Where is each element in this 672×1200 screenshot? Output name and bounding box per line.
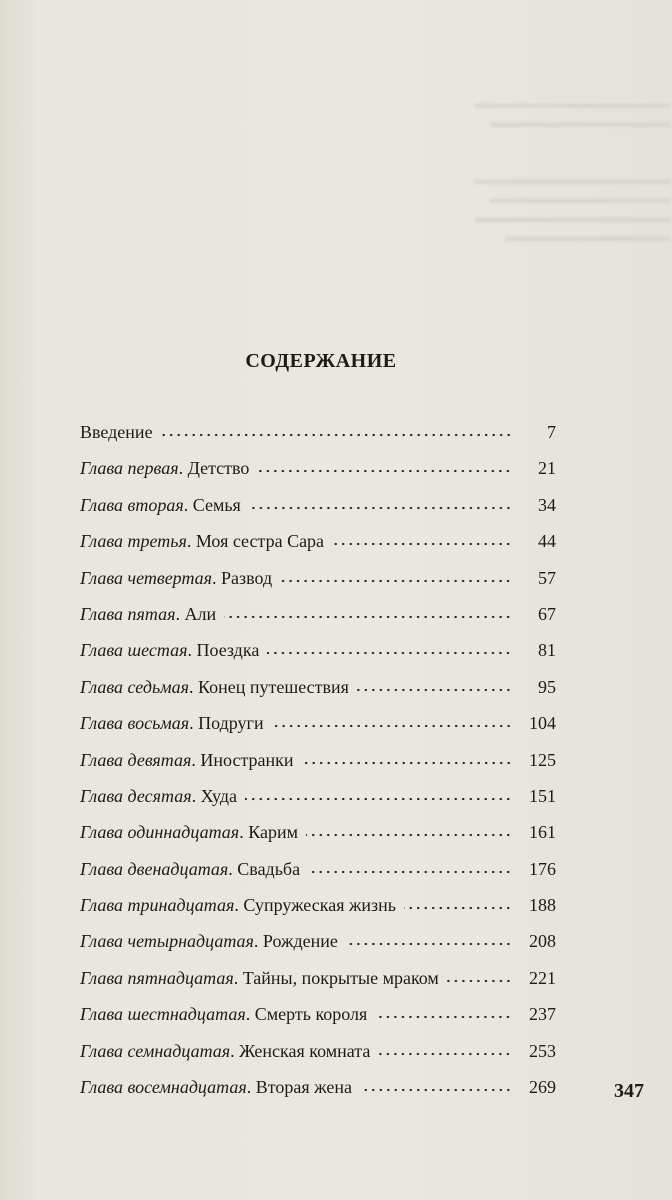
chapter-number: Глава одиннадцатая xyxy=(80,822,240,843)
chapter-title: Подруги xyxy=(198,713,264,734)
show-through-text: ▬▬▬▬▬▬▬▬▬▬▬▬▬ ▬▬▬▬▬▬▬▬▬▬▬▬ ▬▬▬▬▬▬▬▬▬▬▬▬▬ ▬▬▬▬▬▬▬▬▬▬▬▬ ▬▬▬▬▬▬▬▬▬▬▬▬▬ ▬▬▬▬▬▬▬▬▬▬▬ xyxy=(475,96,670,245)
dot-leader xyxy=(346,942,512,946)
toc-entry xyxy=(80,530,556,566)
chapter-title: Рождение xyxy=(262,931,338,952)
toc-entry-label: Глава шестая. Поездка xyxy=(80,640,260,661)
dot-leader xyxy=(272,724,512,728)
toc-entry-label: Глава четвертая. Развод xyxy=(80,567,273,588)
toc-entry xyxy=(80,967,556,1003)
chapter-number: Глава девятая xyxy=(80,749,192,770)
toc-page-number: 21 xyxy=(538,458,556,479)
toc-entry xyxy=(80,858,556,894)
dot-leader xyxy=(332,542,512,546)
chapter-title: Смерть короля xyxy=(254,1004,368,1025)
toc-entry-label: Глава четырнадцатая. Рождение xyxy=(80,931,338,952)
chapter-title: Худа xyxy=(200,785,237,806)
chapter-number: Глава седьмая xyxy=(80,676,189,697)
toc-entry xyxy=(80,639,556,675)
chapter-title: Вторая жена xyxy=(255,1077,352,1098)
toc-page-number: 57 xyxy=(538,567,556,588)
chapter-title: Детство xyxy=(187,458,250,479)
toc-page-number: 44 xyxy=(538,531,556,552)
toc-entry-label: Глава десятая. Худа xyxy=(80,785,237,806)
dot-leader xyxy=(360,1088,512,1092)
toc-entry xyxy=(80,603,556,639)
toc-page-number: 151 xyxy=(529,785,556,806)
chapter-number: Глава третья xyxy=(80,531,187,552)
table-of-contents xyxy=(80,421,556,1112)
toc-page-number: 237 xyxy=(529,1004,556,1025)
page-number: 347 xyxy=(614,1080,644,1102)
toc-page-number: 95 xyxy=(538,676,556,697)
chapter-number: Глава четырнадцатая xyxy=(80,931,254,952)
toc-page-number: 253 xyxy=(529,1040,556,1061)
toc-entry-label: Глава пятая. Али xyxy=(80,603,217,624)
chapter-title: Моя сестра Сара xyxy=(195,531,325,552)
chapter-title: Введение xyxy=(80,422,153,442)
toc-entry xyxy=(80,1003,556,1039)
toc-entry-label: Глава седьмая. Конец путешествия xyxy=(80,676,349,697)
toc-page-number: 188 xyxy=(529,895,556,916)
toc-page-number: 269 xyxy=(529,1077,556,1098)
chapter-title: Тайны, покрытые мраком xyxy=(242,967,439,988)
toc-page-number: 34 xyxy=(538,494,556,515)
toc-entry-label: Глава девятая. Иностранки xyxy=(80,749,294,770)
chapter-number: Глава пятнадцатая xyxy=(80,967,234,988)
dot-leader xyxy=(161,433,512,437)
chapter-number: Глава восьмая xyxy=(80,713,190,734)
chapter-number: Глава восемнадцатая xyxy=(80,1077,247,1098)
dot-leader xyxy=(267,651,512,655)
dot-leader xyxy=(357,688,512,692)
toc-entry-label: Глава третья. Моя сестра Сара xyxy=(80,531,325,552)
toc-entry xyxy=(80,421,556,457)
toc-page-number: 67 xyxy=(538,603,556,624)
toc-entry xyxy=(80,457,556,493)
toc-entry xyxy=(80,676,556,712)
dot-leader xyxy=(447,979,512,983)
toc-entry xyxy=(80,712,556,748)
toc-page-number: 161 xyxy=(529,822,556,843)
chapter-number: Глава первая xyxy=(80,458,179,479)
dot-leader xyxy=(308,870,512,874)
chapter-title: Развод xyxy=(221,567,273,588)
dot-leader xyxy=(224,615,512,619)
chapter-number: Глава десятая xyxy=(80,785,192,806)
chapter-title: Поездка xyxy=(196,640,260,661)
chapter-title: Али xyxy=(184,603,217,624)
dot-leader xyxy=(257,469,512,473)
chapter-title: Карим xyxy=(248,822,298,843)
chapter-title: Женская комната xyxy=(239,1040,371,1061)
toc-entry xyxy=(80,567,556,603)
toc-entry-label xyxy=(80,421,153,443)
toc-page-number: 176 xyxy=(529,858,556,879)
chapter-number: Глава тринадцатая xyxy=(80,895,235,916)
dot-leader xyxy=(404,906,512,910)
chapter-title: Иностранки xyxy=(200,749,294,770)
chapter-number: Глава двенадцатая xyxy=(80,858,229,879)
toc-entry-label: Глава вторая. Семья xyxy=(80,494,241,515)
toc-entry-label: Глава первая. Детство xyxy=(80,458,250,479)
chapter-title: Семья xyxy=(192,494,241,515)
dot-leader xyxy=(378,1052,512,1056)
contents-heading: СОДЕРЖАНИЕ xyxy=(245,350,397,372)
chapter-title: Супружеская жизнь xyxy=(243,895,396,916)
dot-leader xyxy=(375,1015,512,1019)
toc-entry xyxy=(80,930,556,966)
chapter-number: Глава семнадцатая xyxy=(80,1040,231,1061)
toc-entry-label: Глава восемнадцатая. Вторая жена xyxy=(80,1077,352,1098)
dot-leader xyxy=(249,506,512,510)
toc-entry-label: Глава одиннадцатая. Карим xyxy=(80,822,298,843)
toc-entry xyxy=(80,894,556,930)
dot-leader xyxy=(306,833,512,837)
toc-entry xyxy=(80,1076,556,1112)
chapter-title: Конец путешествия xyxy=(197,676,349,697)
toc-page-number: 7 xyxy=(547,422,556,442)
chapter-title: Свадьба xyxy=(237,858,301,879)
toc-entry-label: Глава семнадцатая. Женская комната xyxy=(80,1040,371,1061)
toc-page-number: 221 xyxy=(529,967,556,988)
toc-entry-label: Глава двенадцатая. Свадьба xyxy=(80,858,301,879)
chapter-number: Глава шестая xyxy=(80,640,188,661)
toc-entry-label: Глава шестнадцатая. Смерть короля xyxy=(80,1004,368,1025)
toc-entry xyxy=(80,785,556,821)
toc-entry xyxy=(80,821,556,857)
toc-page-number: 208 xyxy=(529,931,556,952)
chapter-number: Глава четвертая xyxy=(80,567,213,588)
toc-entry xyxy=(80,494,556,530)
dot-leader xyxy=(302,761,512,765)
toc-page-number: 125 xyxy=(529,749,556,770)
chapter-number: Глава пятая xyxy=(80,603,176,624)
chapter-number: Глава шестнадцатая xyxy=(80,1004,246,1025)
toc-page-number: 104 xyxy=(529,713,556,734)
toc-entry-label: Глава тринадцатая. Супружеская жизнь xyxy=(80,895,396,916)
toc-entry xyxy=(80,749,556,785)
chapter-number: Глава вторая xyxy=(80,494,184,515)
dot-leader xyxy=(280,579,512,583)
toc-entry-label: Глава восьмая. Подруги xyxy=(80,713,264,734)
toc-entry-label: Глава пятнадцатая. Тайны, покрытые мраком xyxy=(80,967,439,988)
dot-leader xyxy=(245,797,512,801)
toc-page-number: 81 xyxy=(538,640,556,661)
toc-entry xyxy=(80,1040,556,1076)
